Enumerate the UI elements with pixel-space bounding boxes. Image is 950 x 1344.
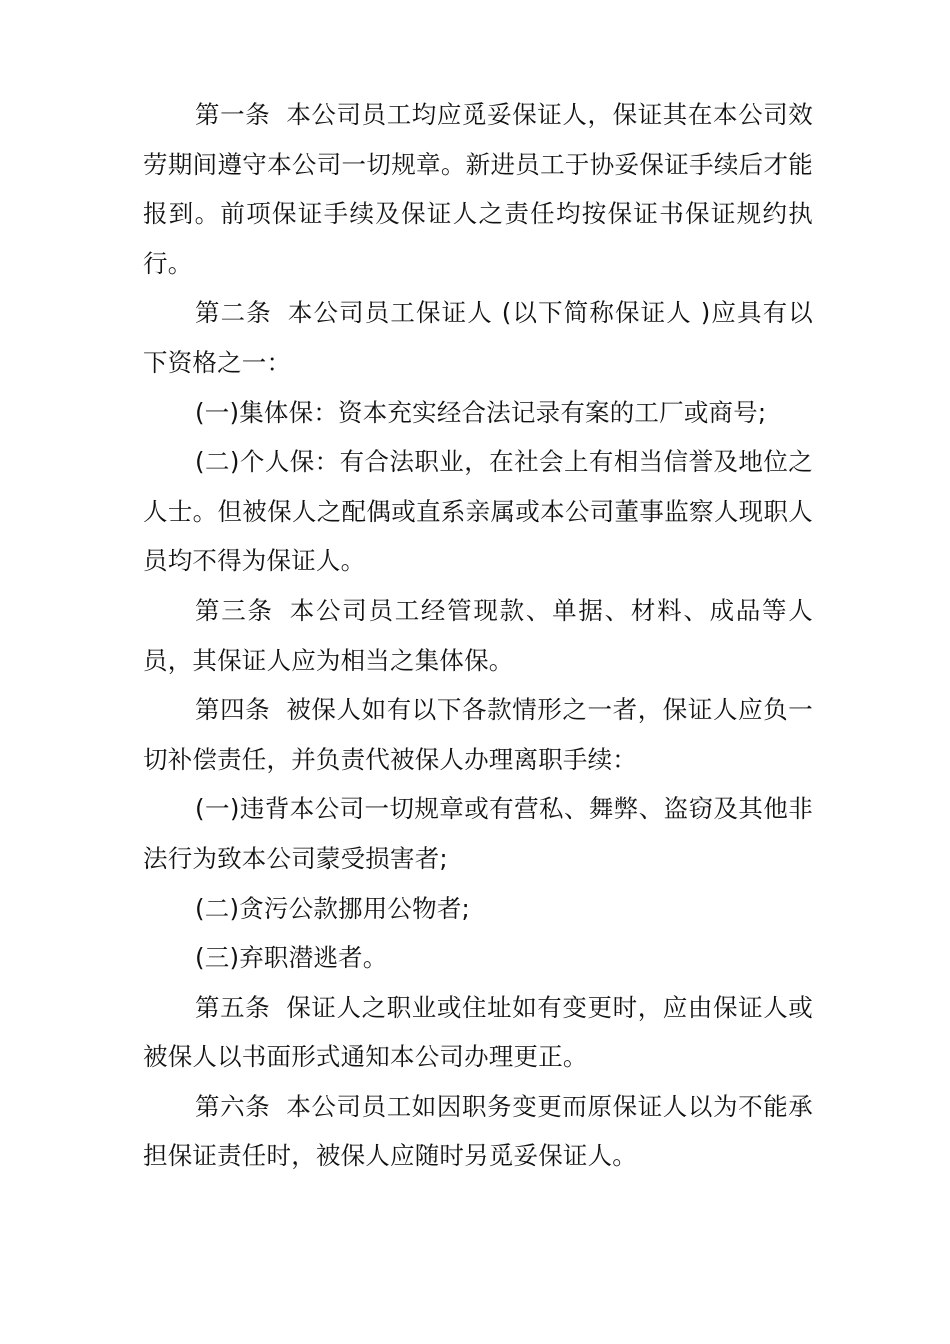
article-number: 第六条 [195,1091,271,1121]
paragraph-text: (一)违背本公司一切规章或有营私、舞弊、盗窃及其他非法行为致本公司蒙受损害者; [143,794,813,873]
article-4-item-1 [143,784,813,883]
paragraph-text: (二)贪污公款挪用公物者; [195,893,470,923]
article-1-paragraph [143,90,813,288]
paragraph-text: 保证人之职业或住址如有变更时，应由保证人或被保人以书面形式通知本公司办理更正。 [143,992,813,1072]
paragraph-text: 本公司员工经管现款、单据、材料、成品等人员，其保证人应为相当之集体保。 [143,595,814,675]
article-2-paragraph [143,288,813,387]
paragraph-text: 本公司员工如因职务变更而原保证人以为不能承担保证责任时，被保人应随时另觅妥保证人。 [143,1091,813,1171]
article-3-paragraph [143,586,813,685]
article-4-paragraph [143,685,813,784]
paragraph-text: (二)个人保：有合法职业，在社会上有相当信誉及地位之人士。但被保人之配偶或直系亲属或本公司董事监察人现职人员均不得为保证人。 [143,447,813,576]
article-number: 第四条 [195,695,271,725]
article-4-item-2 [143,884,813,934]
article-2-item-2 [143,437,813,586]
paragraph-text: 本公司员工保证人 (以下简称保证人 )应具有以下资格之一： [143,298,813,377]
article-number: 第五条 [195,992,271,1022]
article-number: 第三条 [195,595,274,625]
article-2-item-1 [143,388,813,438]
article-5-paragraph [143,983,813,1082]
paragraph-text: (三)弃职潜逃者。 [195,943,388,973]
paragraph-text: (一)集体保：资本充实经合法记录有案的工厂或商号; [195,397,767,427]
article-4-item-3 [143,933,813,983]
article-number: 第二条 [195,298,272,328]
article-6-paragraph [143,1082,813,1181]
paragraph-text: 被保人如有以下各款情形之一者，保证人应负一切补偿责任，并负责代被保人办理离职手续： [143,695,813,774]
paragraph-text: 本公司员工均应觅妥保证人，保证其在本公司效劳期间遵守本公司一切规章。新进员工于协妥保证手续后才能报到。前项保证手续及保证人之责任均按保证书保证规约执行。 [143,100,813,278]
article-number: 第一条 [195,100,271,129]
document-body [143,90,813,1181]
